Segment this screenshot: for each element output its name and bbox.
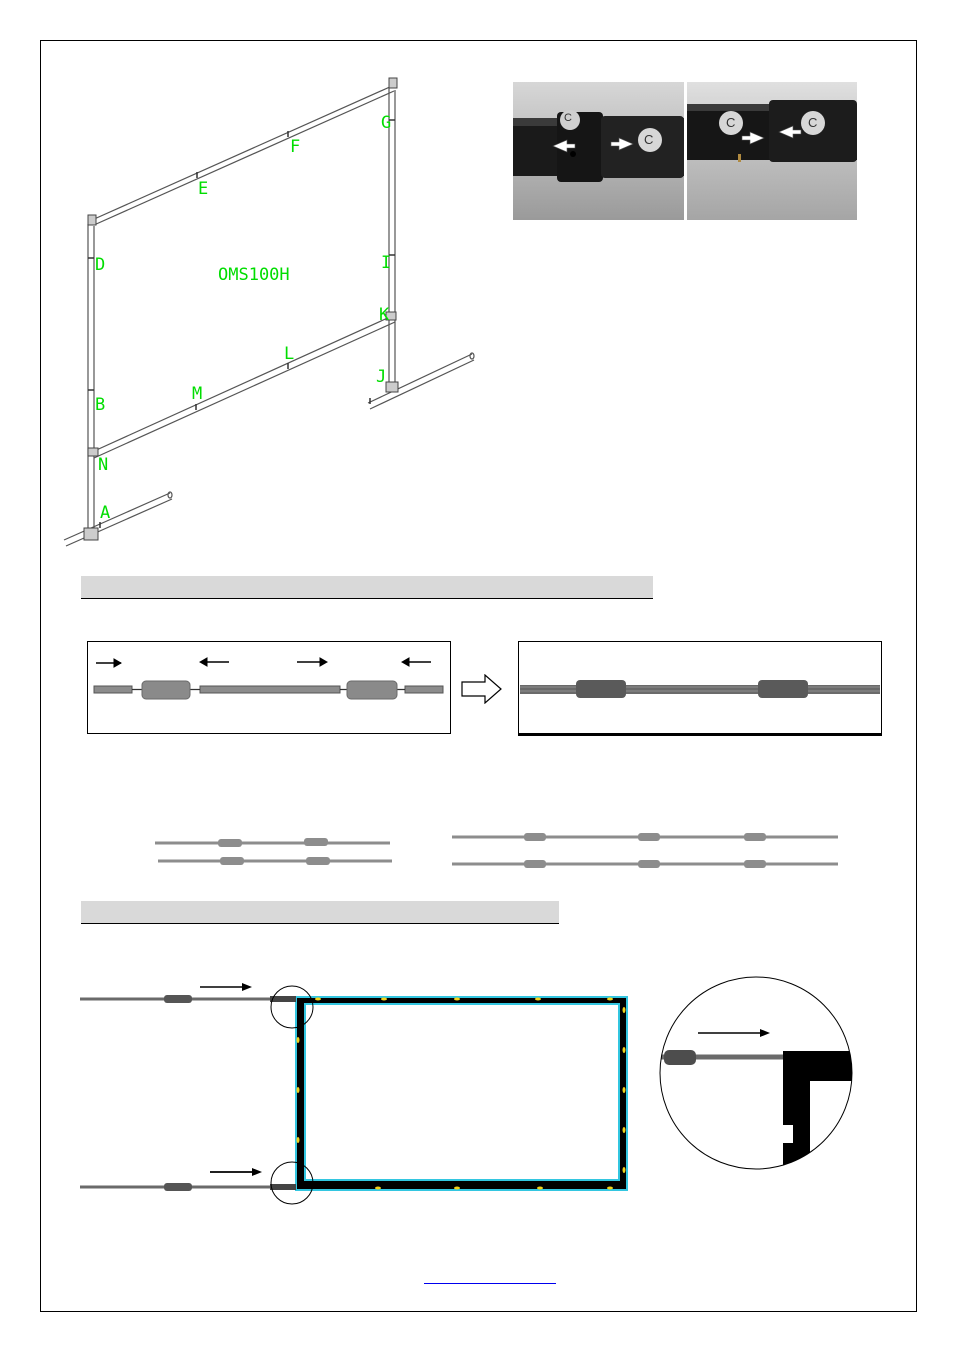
photo-right: [687, 82, 857, 220]
label-L: L: [284, 344, 295, 364]
label-J: J: [376, 367, 387, 387]
corner-detail-magnified: [658, 975, 858, 1175]
footer-link[interactable]: [424, 1283, 556, 1284]
label-I: I: [381, 253, 392, 273]
label-D: D: [95, 255, 106, 275]
frame-assembly-diagram: [55, 70, 485, 560]
screen-insertion-diagram: [78, 975, 633, 1210]
label-M: M: [192, 384, 203, 404]
section-heading-bar-2: [81, 901, 559, 924]
label-K: K: [379, 305, 390, 325]
sticker-text-right-2: C: [808, 115, 818, 130]
short-pole-set: [150, 832, 396, 868]
label-E: E: [198, 179, 209, 199]
section-heading-bar-1: [81, 576, 653, 599]
label-B: B: [95, 395, 106, 415]
sticker-text-left-2: C: [644, 132, 654, 147]
photo-left: [513, 82, 684, 220]
pole-connect-after: [518, 641, 882, 736]
label-N: N: [98, 455, 109, 475]
label-A: A: [100, 503, 111, 523]
long-pole-set: [448, 828, 842, 872]
model-label: OMS100H: [218, 265, 290, 285]
label-F: F: [290, 137, 301, 157]
pole-connect-before: [87, 641, 451, 734]
result-arrow: [461, 674, 503, 704]
label-G: G: [381, 113, 392, 133]
sticker-text-right-1: C: [726, 115, 736, 130]
sticker-text-left: C: [564, 112, 572, 124]
